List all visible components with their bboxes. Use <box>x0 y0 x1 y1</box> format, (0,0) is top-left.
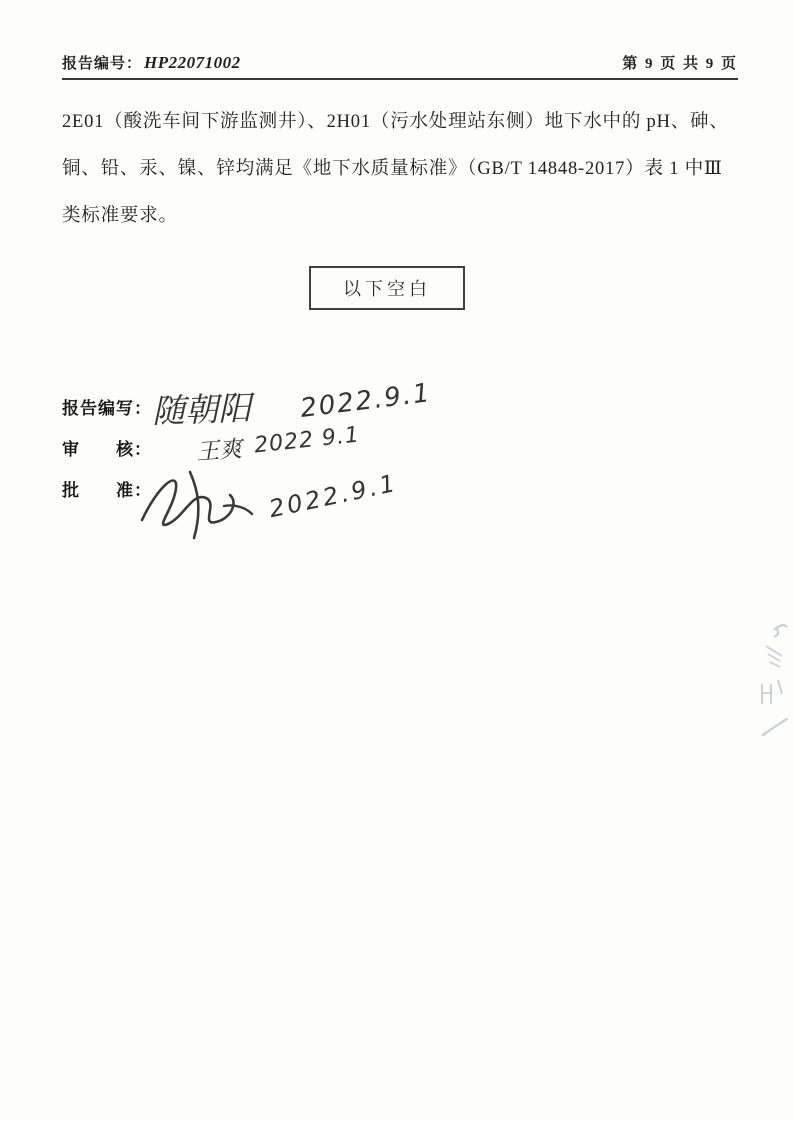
reviewer-date: 2022 9.1 <box>252 422 361 459</box>
page-indicator: 第 9 页 共 9 页 <box>622 56 738 72</box>
approver-signature-scrawl <box>136 462 266 540</box>
blank-below-label: 以下空白 <box>343 279 431 299</box>
page-header <box>62 52 738 73</box>
approver-label: 批 准： <box>62 481 152 500</box>
report-number-value: HP22071002 <box>144 53 241 72</box>
paragraph-line: 2E01（酸洗车间下游监测井）、2H01（污水处理站东侧）地下水中的 pH、砷、 <box>62 112 729 132</box>
report-number-label: 报告编号： <box>62 56 143 72</box>
paragraph-line: 类标准要求。 <box>62 206 178 226</box>
paragraph-line: 铜、铅、汞、镍、锌均满足《地下水质量标准》（GB/T 14848-2017）表 1 中Ⅲ <box>62 159 723 179</box>
bleed-through-marks <box>746 618 792 728</box>
report-number <box>62 52 241 73</box>
approver-date: 2022.9.1 <box>266 468 401 524</box>
writer-date: 2022.9.1 <box>298 378 434 424</box>
blank-below-box <box>309 266 465 310</box>
header-rule <box>62 78 738 80</box>
reviewer-signature: 王爽 <box>195 436 244 466</box>
writer-signature: 随朝阳 <box>151 388 252 431</box>
bleed-through-stroke <box>760 716 790 738</box>
writer-label: 报告编写： <box>62 399 152 418</box>
reviewer-label: 审 核： <box>62 440 152 459</box>
